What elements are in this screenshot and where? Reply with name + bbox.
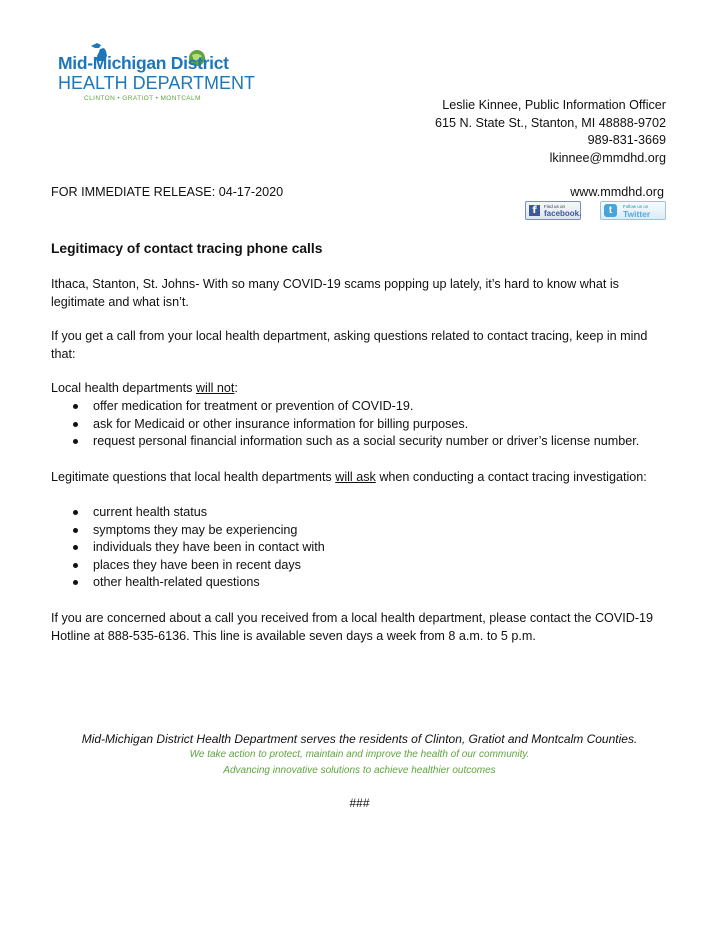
will-ask-prefix: Legitimate questions that local health departments [51,470,336,484]
footer-mission: We take action to protect, maintain and improve the health of our community. [189,749,530,760]
headline: Legitimacy of contact tracing phone calls [51,241,323,256]
contact-phone: 989-831-3669 [587,133,666,147]
facebook-icon: f [529,205,540,216]
will-ask-suffix: when conducting a contact tracing investigation: [375,470,647,484]
facebook-badge[interactable] [525,201,581,220]
list-item: offer medication for treatment or prevention of COVID-19. [73,398,639,416]
list-item: ask for Medicaid or other insurance information for billing purposes. [73,416,639,434]
twitter-badge-small-text: Follow us on [623,204,649,209]
list-item: symptoms they may be experiencing [73,522,325,540]
will-not-list [73,398,639,451]
will-not-prefix: Local health departments [51,381,196,395]
context-paragraph: If you get a call from your local health department, asking questions related to contact tracing, keep in mind that: [51,329,648,361]
will-ask-heading [51,469,671,487]
footer-tagline: Advancing innovative solutions to achieve healthier outcomes [223,765,496,776]
end-mark: ### [349,796,370,810]
will-ask-emphasis: will ask [335,470,376,484]
will-not-emphasis: will not [195,381,235,395]
contact-name-title: Leslie Kinnee, Public Information Officer [442,98,666,112]
list-item: other health-related questions [73,574,325,592]
list-item: request personal financial information such as a social security number or driver’s license number. [73,433,639,451]
logo-counties-text: CLINTON • GRATIOT • MONTCALM [84,95,201,102]
will-not-heading [51,380,671,398]
contact-address: 615 N. State St., Stanton, MI 48888-9702 [434,115,666,130]
footer-service-statement: Mid-Michigan District Health Department serves the residents of Clinton, Gratiot and Montcalm Counties. [81,732,638,746]
list-item: places they have been in recent days [73,557,325,575]
logo-department-text: HEALTH DEPARTMENT [58,73,256,93]
list-item: current health status [73,504,325,522]
will-ask-list [73,504,325,592]
mmdhd-logo [58,40,258,104]
contact-email[interactable]: lkinnee@mmdhd.org [549,150,666,165]
twitter-icon: t [604,204,617,217]
release-date: FOR IMMEDIATE RELEASE: 04-17-2020 [51,185,284,199]
intro-paragraph: Ithaca, Stanton, St. Johns- With so many COVID-19 scams popping up lately, it’s hard to know what is legitimate and what isn’t. [51,277,619,309]
will-not-suffix: : [234,381,238,395]
website-link[interactable]: www.mmdhd.org [570,185,664,199]
facebook-badge-small-text: Find us on [544,204,566,209]
hotline-paragraph: If you are concerned about a call you received from a local health department, please contact the COVID-19 Hotline at 888-535-6136. This line is available seven days a week from 8 a.m. to 5 p.m. [51,611,654,643]
logo-district-text: Mid-Michigan District [58,53,229,73]
twitter-badge[interactable] [600,201,666,220]
list-item: individuals they have been in contact with [73,539,325,557]
contact-block [435,97,666,167]
twitter-badge-text: Twitter [623,209,651,219]
facebook-badge-text: facebook. [544,209,582,218]
